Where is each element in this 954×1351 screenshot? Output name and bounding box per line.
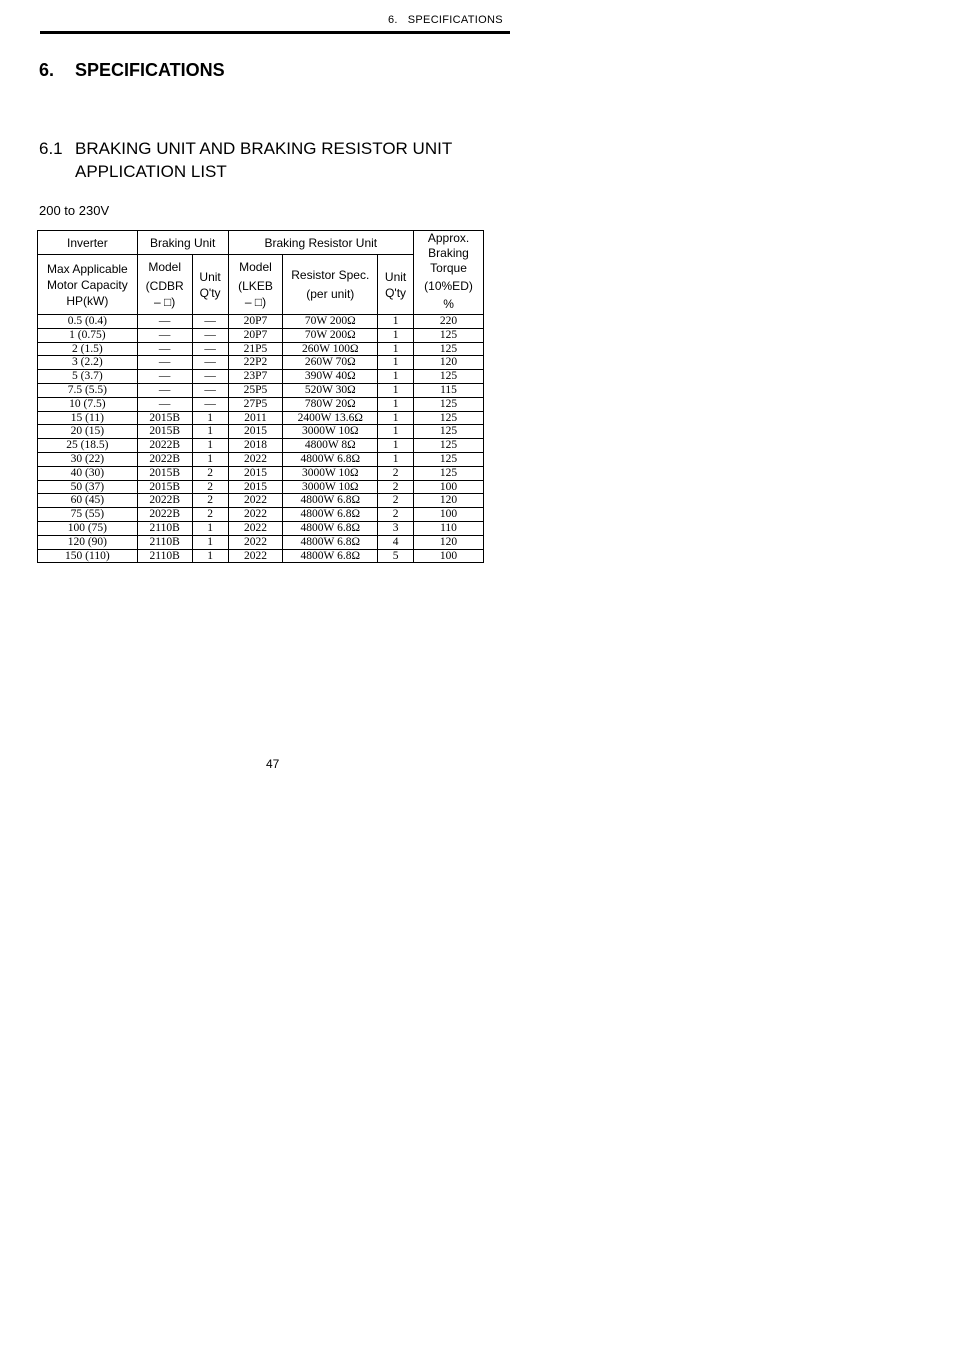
section-title-text: BRAKING UNIT AND BRAKING RESISTOR UNIT APPLICATION LIST [75, 139, 452, 181]
resistor-spec-line-1: Resistor Spec. [291, 268, 370, 283]
torque-cell: 120 [414, 535, 484, 549]
capacity-cell: 1 (0.75) [38, 328, 138, 342]
capacity-cell: 3 (2.2) [38, 356, 138, 370]
bu-qty-cell: 1 [192, 549, 228, 563]
resistor-spec-cell: 3000W 10Ω [283, 480, 378, 494]
header-rule [40, 31, 510, 34]
table-row [38, 356, 484, 370]
bu-model-cell: 2015B [137, 411, 192, 425]
bu-qty-cell: 2 [192, 494, 228, 508]
bru-qty-cell: 1 [378, 411, 414, 425]
page-number: 47 [266, 757, 280, 771]
bu-model-cell: 2110B [137, 521, 192, 535]
table-row [38, 508, 484, 522]
header-braking-torque [414, 231, 484, 315]
capacity-line-1: Max Applicable [47, 261, 128, 276]
bru-model-cell: 20P7 [228, 315, 283, 329]
bru-qty-cell: 1 [378, 370, 414, 384]
capacity-cell: 2 (1.5) [38, 342, 138, 356]
table-body [38, 315, 484, 563]
bru-qty-cell: 2 [378, 508, 414, 522]
resistor-spec-cell: 4800W 6.8Ω [283, 508, 378, 522]
bru-qty-cell: 4 [378, 535, 414, 549]
bru-model-cell: 2015 [228, 480, 283, 494]
header-inverter: Inverter [38, 231, 138, 255]
table-row [38, 521, 484, 535]
bru-qty-cell: 1 [378, 356, 414, 370]
torque-cell: 125 [414, 397, 484, 411]
bu-model-cell: — [137, 370, 192, 384]
bru-qty-cell: 1 [378, 425, 414, 439]
bu-qty-cell: — [192, 328, 228, 342]
torque-cell: 100 [414, 508, 484, 522]
bru-qty-cell: 2 [378, 480, 414, 494]
bru-qty-cell: 1 [378, 452, 414, 466]
capacity-line-2: Motor Capacity [47, 277, 128, 292]
bru-model-cell: 2022 [228, 494, 283, 508]
resistor-spec-cell: 4800W 6.8Ω [283, 452, 378, 466]
resistor-spec-cell: 4800W 6.8Ω [283, 521, 378, 535]
bu-qty-cell: 1 [192, 439, 228, 453]
resistor-spec-cell: 4800W 8Ω [283, 439, 378, 453]
bru-qty-cell: 1 [378, 439, 414, 453]
bu-qty-line-1: Unit [199, 269, 221, 284]
header-resistor-spec [283, 255, 378, 315]
torque-line-1: Approx. [427, 231, 470, 245]
capacity-cell: 15 (11) [38, 411, 138, 425]
bru-model-cell: 2022 [228, 508, 283, 522]
header-braking-unit: Braking Unit [137, 231, 228, 255]
resistor-spec-cell: 260W 70Ω [283, 356, 378, 370]
torque-cell: 125 [414, 342, 484, 356]
bu-model-cell: 2022B [137, 452, 192, 466]
bru-qty-cell: 3 [378, 521, 414, 535]
resistor-spec-cell: 780W 20Ω [283, 397, 378, 411]
bu-model-cell: 2110B [137, 535, 192, 549]
bru-qty-cell: 5 [378, 549, 414, 563]
resistor-spec-cell: 4800W 6.8Ω [283, 535, 378, 549]
bu-model-cell: 2015B [137, 480, 192, 494]
torque-cell: 115 [414, 383, 484, 397]
bru-model-cell: 27P5 [228, 397, 283, 411]
resistor-spec-cell: 4800W 6.8Ω [283, 494, 378, 508]
header-bu-qty [192, 255, 228, 315]
bu-model-cell: — [137, 328, 192, 342]
resistor-spec-line-2: (per unit) [306, 287, 355, 302]
capacity-cell: 5 (3.7) [38, 370, 138, 384]
section-title [39, 137, 495, 183]
bru-model-cell: 2022 [228, 535, 283, 549]
chapter-title [39, 60, 225, 81]
bu-qty-cell: — [192, 315, 228, 329]
bru-qty-cell: 1 [378, 383, 414, 397]
bu-model-cell: — [137, 315, 192, 329]
resistor-spec-cell: 70W 200Ω [283, 315, 378, 329]
table-row [38, 425, 484, 439]
table-row [38, 383, 484, 397]
resistor-spec-cell: 4800W 6.8Ω [283, 549, 378, 563]
chapter-number: 6. [39, 60, 55, 80]
section-number: 6.1 [39, 139, 63, 158]
voltage-label: 200 to 230V [39, 203, 110, 218]
capacity-cell: 30 (22) [38, 452, 138, 466]
application-table [37, 230, 484, 563]
bu-qty-cell: 1 [192, 521, 228, 535]
bru-model-cell: 2022 [228, 452, 283, 466]
capacity-cell: 25 (18.5) [38, 439, 138, 453]
torque-cell: 120 [414, 494, 484, 508]
bu-qty-line-2: Q'ty [199, 285, 221, 300]
bu-model-cell: 2015B [137, 466, 192, 480]
table-row [38, 397, 484, 411]
bru-model-cell: 25P5 [228, 383, 283, 397]
resistor-spec-cell: 70W 200Ω [283, 328, 378, 342]
torque-cell: 120 [414, 356, 484, 370]
torque-line-5: % [443, 297, 454, 311]
resistor-spec-cell: 390W 40Ω [283, 370, 378, 384]
bru-qty-cell: 1 [378, 315, 414, 329]
torque-cell: 125 [414, 452, 484, 466]
bu-model-cell: — [137, 397, 192, 411]
bru-qty-cell: 1 [378, 328, 414, 342]
bru-model-cell: 21P5 [228, 342, 283, 356]
capacity-cell: 100 (75) [38, 521, 138, 535]
table-row [38, 549, 484, 563]
bu-qty-cell: 2 [192, 480, 228, 494]
bru-qty-cell: 1 [378, 397, 414, 411]
torque-cell: 100 [414, 549, 484, 563]
bru-qty-line-2: Q'ty [385, 285, 407, 300]
bu-qty-cell: 1 [192, 535, 228, 549]
table-row [38, 480, 484, 494]
torque-cell: 125 [414, 411, 484, 425]
bru-qty-cell: 1 [378, 342, 414, 356]
bru-model-cell: 2018 [228, 439, 283, 453]
header-bru-qty [378, 255, 414, 315]
torque-cell: 125 [414, 466, 484, 480]
torque-line-2: Braking [428, 246, 469, 260]
table-row [38, 452, 484, 466]
table-row [38, 370, 484, 384]
bu-model-cell: 2022B [137, 439, 192, 453]
running-header [388, 14, 503, 26]
resistor-spec-cell: 3000W 10Ω [283, 425, 378, 439]
chapter-title-text: SPECIFICATIONS [75, 60, 225, 80]
torque-line-4: (10%ED) [424, 279, 473, 293]
capacity-cell: 0.5 (0.4) [38, 315, 138, 329]
bu-qty-cell: — [192, 370, 228, 384]
bu-model-cell: 2110B [137, 549, 192, 563]
capacity-cell: 20 (15) [38, 425, 138, 439]
header-motor-capacity [38, 255, 138, 315]
header-braking-resistor-unit: Braking Resistor Unit [228, 231, 414, 255]
bu-model-line-3: – □) [154, 295, 176, 310]
resistor-spec-cell: 2400W 13.6Ω [283, 411, 378, 425]
bu-qty-cell: 1 [192, 452, 228, 466]
resistor-spec-cell: 3000W 10Ω [283, 466, 378, 480]
table-row [38, 328, 484, 342]
bru-model-cell: 20P7 [228, 328, 283, 342]
capacity-cell: 75 (55) [38, 508, 138, 522]
bru-qty-cell: 2 [378, 466, 414, 480]
capacity-cell: 10 (7.5) [38, 397, 138, 411]
table-row [38, 411, 484, 425]
torque-cell: 125 [414, 439, 484, 453]
table-row [38, 535, 484, 549]
header-bru-model [228, 255, 283, 315]
table-row [38, 494, 484, 508]
bu-qty-cell: — [192, 342, 228, 356]
table-row [38, 439, 484, 453]
bu-model-cell: 2022B [137, 494, 192, 508]
capacity-cell: 60 (45) [38, 494, 138, 508]
capacity-cell: 40 (30) [38, 466, 138, 480]
resistor-spec-cell: 520W 30Ω [283, 383, 378, 397]
capacity-cell: 7.5 (5.5) [38, 383, 138, 397]
bru-model-cell: 2015 [228, 425, 283, 439]
bru-qty-cell: 2 [378, 494, 414, 508]
bu-qty-cell: 1 [192, 425, 228, 439]
capacity-cell: 120 (90) [38, 535, 138, 549]
bu-qty-cell: — [192, 383, 228, 397]
resistor-spec-cell: 260W 100Ω [283, 342, 378, 356]
bru-model-line-2: (LKEB [238, 279, 273, 294]
bru-qty-line-1: Unit [384, 269, 407, 284]
table-row [38, 466, 484, 480]
bru-model-cell: 2022 [228, 549, 283, 563]
torque-cell: 125 [414, 328, 484, 342]
bu-qty-cell: — [192, 397, 228, 411]
torque-cell: 100 [414, 480, 484, 494]
bru-model-cell: 2022 [228, 521, 283, 535]
bu-model-cell: 2022B [137, 508, 192, 522]
bu-model-line-1: Model [148, 260, 182, 275]
torque-line-3: Torque [430, 261, 467, 275]
table-row [38, 342, 484, 356]
running-header-number: 6. [388, 14, 398, 26]
bu-model-cell: — [137, 342, 192, 356]
bru-model-cell: 2015 [228, 466, 283, 480]
bu-model-cell: 2015B [137, 425, 192, 439]
bru-model-line-3: – □) [244, 295, 267, 310]
capacity-line-3: HP(kW) [66, 293, 109, 308]
bru-model-cell: 22P2 [228, 356, 283, 370]
bu-model-line-2: (CDBR [145, 279, 184, 294]
bru-model-cell: 2011 [228, 411, 283, 425]
capacity-cell: 50 (37) [38, 480, 138, 494]
bru-model-line-1: Model [239, 260, 272, 275]
torque-cell: 125 [414, 425, 484, 439]
torque-cell: 125 [414, 370, 484, 384]
bu-qty-cell: — [192, 356, 228, 370]
bu-model-cell: — [137, 383, 192, 397]
table-row [38, 315, 484, 329]
bu-qty-cell: 1 [192, 411, 228, 425]
bu-model-cell: — [137, 356, 192, 370]
bu-qty-cell: 2 [192, 508, 228, 522]
bru-model-cell: 23P7 [228, 370, 283, 384]
torque-cell: 110 [414, 521, 484, 535]
running-header-title: SPECIFICATIONS [407, 14, 503, 26]
capacity-cell: 150 (110) [38, 549, 138, 563]
torque-cell: 220 [414, 315, 484, 329]
bu-qty-cell: 2 [192, 466, 228, 480]
header-bu-model [137, 255, 192, 315]
